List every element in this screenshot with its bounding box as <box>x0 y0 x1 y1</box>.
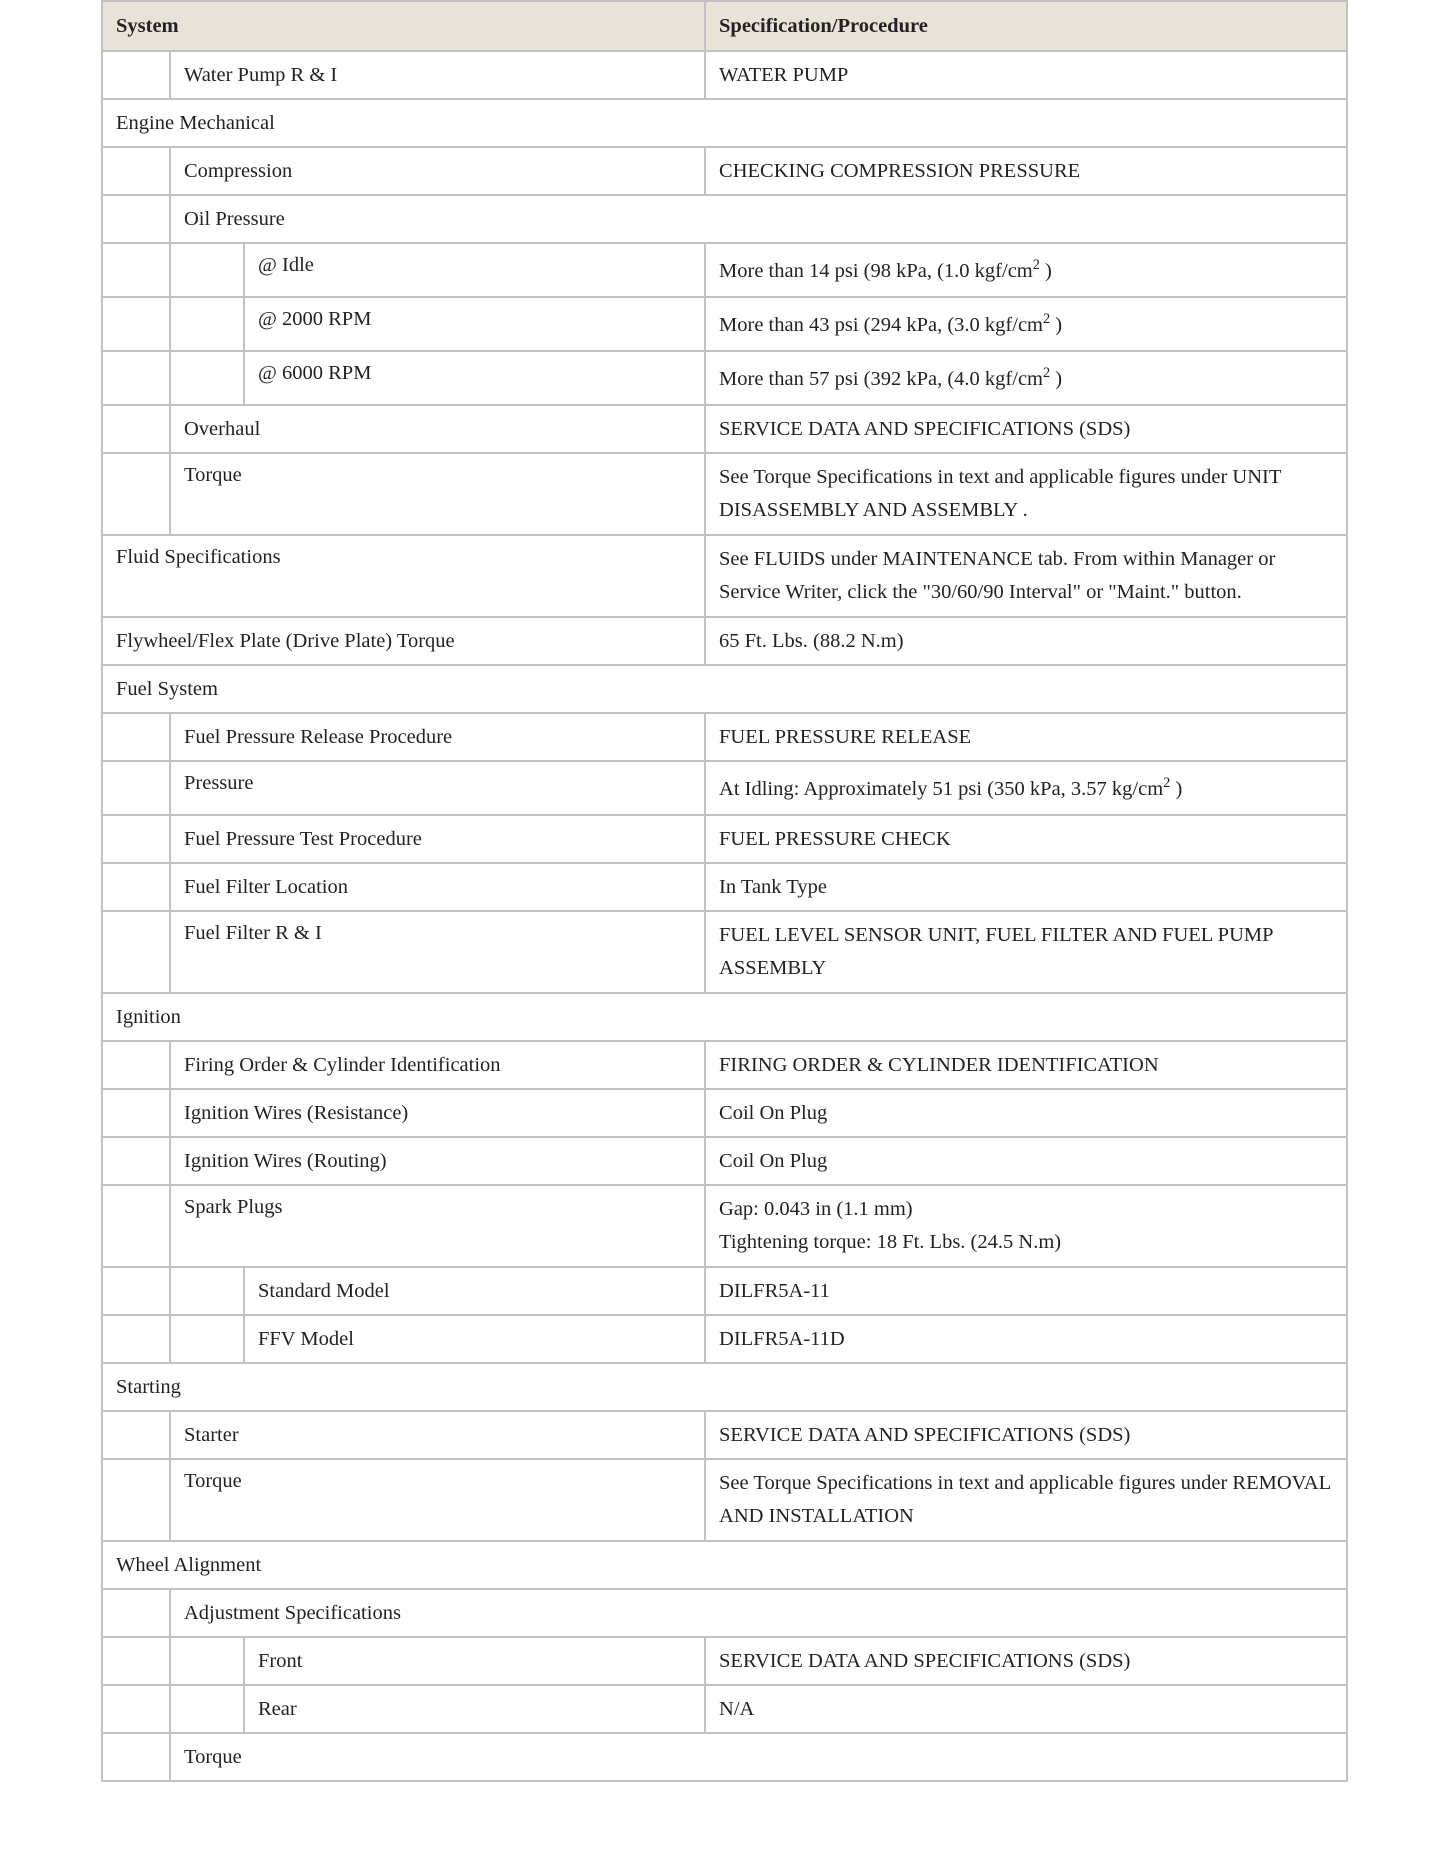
row-value: SERVICE DATA AND SPECIFICATIONS (SDS) <box>705 1411 1347 1459</box>
row-value: FUEL LEVEL SENSOR UNIT, FUEL FILTER AND FUEL PUMP ASSEMBLY <box>705 911 1347 993</box>
table-row <box>102 1459 1347 1541</box>
indent-cell <box>102 1637 170 1685</box>
indent-cell <box>102 51 170 99</box>
row-label: Fuel Filter Location <box>170 863 705 911</box>
row-value <box>705 351 1347 405</box>
value-text: More than 14 psi (98 kPa, (1.0 kgf/cm <box>719 259 1033 282</box>
indent-cell <box>170 1637 244 1685</box>
row-label: Compression <box>170 147 705 195</box>
row-value: See Torque Specifications in text and applicable figures under REMOVAL AND INSTALLATION <box>705 1459 1347 1541</box>
table-row <box>102 1089 1347 1137</box>
row-label: Flywheel/Flex Plate (Drive Plate) Torque <box>102 617 705 665</box>
section-label: Ignition <box>102 993 1347 1041</box>
indent-cell <box>102 1459 170 1541</box>
row-label: @ Idle <box>244 243 705 297</box>
table-row <box>102 297 1347 351</box>
row-label: Ignition Wires (Routing) <box>170 1137 705 1185</box>
section-label: Wheel Alignment <box>102 1541 1347 1589</box>
indent-cell <box>102 297 170 351</box>
table-row <box>102 1185 1347 1267</box>
indent-cell <box>102 1041 170 1089</box>
value-tail: ) <box>1170 777 1183 800</box>
row-value <box>705 243 1347 297</box>
row-value: See FLUIDS under MAINTENANCE tab. From within Manager or Service Writer, click the "30/60/90 Interval" or "Maint." button. <box>705 535 1347 617</box>
indent-cell <box>170 1685 244 1733</box>
table-row <box>102 815 1347 863</box>
value-tail: ) <box>1050 367 1063 390</box>
table-row <box>102 1137 1347 1185</box>
row-label: @ 6000 RPM <box>244 351 705 405</box>
table-row <box>102 1411 1347 1459</box>
section-row <box>102 1363 1347 1411</box>
indent-cell <box>170 1315 244 1363</box>
table-row <box>102 147 1347 195</box>
indent-cell <box>102 453 170 535</box>
row-label: Spark Plugs <box>170 1185 705 1267</box>
row-value: See Torque Specifications in text and applicable figures under UNIT DISASSEMBLY AND ASSEMBLY . <box>705 453 1347 535</box>
row-label: Rear <box>244 1685 705 1733</box>
section-row <box>102 99 1347 147</box>
row-label: @ 2000 RPM <box>244 297 705 351</box>
value-superscript: 2 <box>1043 365 1051 382</box>
row-label: Starter <box>170 1411 705 1459</box>
section-row <box>102 993 1347 1041</box>
indent-cell <box>102 1315 170 1363</box>
row-value: DILFR5A-11D <box>705 1315 1347 1363</box>
indent-cell <box>102 761 170 815</box>
indent-cell <box>170 351 244 405</box>
indent-cell <box>170 297 244 351</box>
indent-cell <box>102 815 170 863</box>
row-label: Torque <box>170 1459 705 1541</box>
indent-cell <box>102 243 170 297</box>
row-label: Fuel Pressure Release Procedure <box>170 713 705 761</box>
row-value: FUEL PRESSURE RELEASE <box>705 713 1347 761</box>
row-value <box>705 761 1347 815</box>
row-label: Ignition Wires (Resistance) <box>170 1089 705 1137</box>
row-value <box>705 1185 1347 1267</box>
header-system: System <box>102 1 705 51</box>
section-label: Fuel System <box>102 665 1347 713</box>
table-row <box>102 351 1347 405</box>
subsection-label: Oil Pressure <box>170 195 1347 243</box>
row-value: DILFR5A-11 <box>705 1267 1347 1315</box>
row-value: Coil On Plug <box>705 1089 1347 1137</box>
table-row <box>102 535 1347 617</box>
value-tail: ) <box>1050 313 1063 336</box>
row-label: Overhaul <box>170 405 705 453</box>
table-row <box>102 1685 1347 1733</box>
row-label: Fuel Pressure Test Procedure <box>170 815 705 863</box>
indent-cell <box>102 1267 170 1315</box>
indent-cell <box>102 147 170 195</box>
row-value: N/A <box>705 1685 1347 1733</box>
row-label: Torque <box>170 453 705 535</box>
indent-cell <box>102 1089 170 1137</box>
row-label: Water Pump R & I <box>170 51 705 99</box>
indent-cell <box>102 911 170 993</box>
row-value: SERVICE DATA AND SPECIFICATIONS (SDS) <box>705 1637 1347 1685</box>
table-row <box>102 713 1347 761</box>
section-label: Engine Mechanical <box>102 99 1347 147</box>
table-row <box>102 453 1347 535</box>
spec-table <box>101 0 1348 1782</box>
table-row <box>102 761 1347 815</box>
indent-cell <box>170 243 244 297</box>
indent-cell <box>102 1589 170 1637</box>
row-value: FUEL PRESSURE CHECK <box>705 815 1347 863</box>
table-row <box>102 1315 1347 1363</box>
table-row <box>102 51 1347 99</box>
indent-cell <box>102 1137 170 1185</box>
indent-cell <box>102 1411 170 1459</box>
row-value: FIRING ORDER & CYLINDER IDENTIFICATION <box>705 1041 1347 1089</box>
indent-cell <box>102 405 170 453</box>
subsection-label: Adjustment Specifications <box>170 1589 1347 1637</box>
indent-cell <box>102 1185 170 1267</box>
indent-cell <box>102 1733 170 1781</box>
indent-cell <box>102 1685 170 1733</box>
table-row <box>102 405 1347 453</box>
value-superscript: 2 <box>1043 311 1051 328</box>
subsection-row <box>102 1589 1347 1637</box>
value-text: At Idling: Approximately 51 psi (350 kPa, 3.57 kg/cm <box>719 777 1164 800</box>
row-value: SERVICE DATA AND SPECIFICATIONS (SDS) <box>705 405 1347 453</box>
row-value <box>705 297 1347 351</box>
value-tail: ) <box>1039 259 1052 282</box>
row-label: FFV Model <box>244 1315 705 1363</box>
row-label: Standard Model <box>244 1267 705 1315</box>
value-superscript: 2 <box>1032 257 1040 274</box>
row-value: 65 Ft. Lbs. (88.2 N.m) <box>705 617 1347 665</box>
section-row <box>102 665 1347 713</box>
value-superscript: 2 <box>1163 775 1171 792</box>
section-row <box>102 1541 1347 1589</box>
table-row <box>102 617 1347 665</box>
row-label: Pressure <box>170 761 705 815</box>
row-value: Coil On Plug <box>705 1137 1347 1185</box>
row-value: CHECKING COMPRESSION PRESSURE <box>705 147 1347 195</box>
indent-cell <box>102 195 170 243</box>
indent-cell <box>102 351 170 405</box>
indent-cell <box>170 1267 244 1315</box>
table-row <box>102 1267 1347 1315</box>
row-label: Front <box>244 1637 705 1685</box>
row-value: In Tank Type <box>705 863 1347 911</box>
row-value: WATER PUMP <box>705 51 1347 99</box>
indent-cell <box>102 863 170 911</box>
value-text: More than 57 psi (392 kPa, (4.0 kgf/cm <box>719 367 1043 390</box>
row-label: Fuel Filter R & I <box>170 911 705 993</box>
subsection-label: Torque <box>170 1733 1347 1781</box>
table-row <box>102 863 1347 911</box>
section-label: Starting <box>102 1363 1347 1411</box>
value-line: Tightening torque: 18 Ft. Lbs. (24.5 N.m) <box>719 1231 1062 1253</box>
header-spec: Specification/Procedure <box>705 1 1347 51</box>
value-line: Gap: 0.043 in (1.1 mm) <box>719 1198 913 1220</box>
subsection-row <box>102 1733 1347 1781</box>
table-row <box>102 1041 1347 1089</box>
row-label: Firing Order & Cylinder Identification <box>170 1041 705 1089</box>
table-header-row <box>102 1 1347 51</box>
table-row <box>102 1637 1347 1685</box>
indent-cell <box>102 713 170 761</box>
row-label: Fluid Specifications <box>102 535 705 617</box>
value-text: More than 43 psi (294 kPa, (3.0 kgf/cm <box>719 313 1043 336</box>
table-row <box>102 911 1347 993</box>
subsection-row <box>102 195 1347 243</box>
table-row <box>102 243 1347 297</box>
